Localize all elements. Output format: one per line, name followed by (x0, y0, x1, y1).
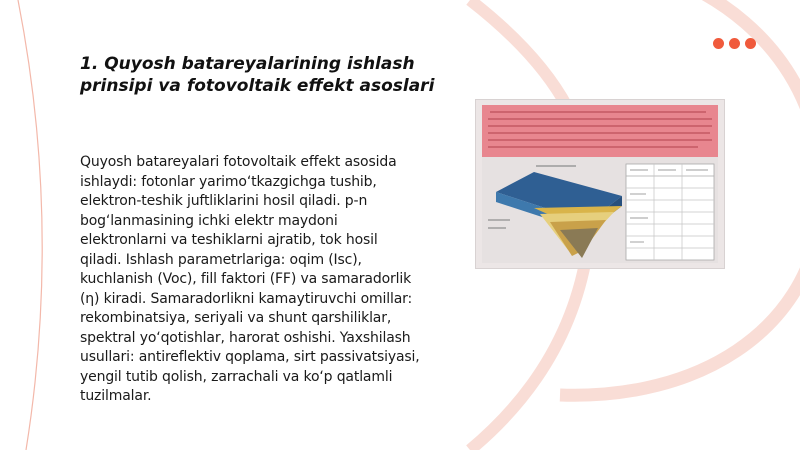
dot (713, 38, 724, 49)
figure-table (626, 164, 714, 260)
solar-cell-figure (476, 100, 724, 268)
solar-cell-illustration (476, 100, 724, 268)
dot (745, 38, 756, 49)
slide-title: 1. Quyosh batareyalarining ishlash prinsipi va fotovoltaik effekt asoslari (80, 54, 435, 96)
left-arc-line (18, 0, 42, 450)
dot (729, 38, 740, 49)
three-dots-icon (713, 38, 757, 50)
slide-body-text: Quyosh batareyalari fotovoltaik effekt asosida ishlaydi: fotonlar yarimo‘tkazgichga tushib, elektron-teshik juftliklarini hosil qiladi. p-n bog‘lanmasining ichki elektr maydoni elektronlarni va teshiklarni ajratib, tok hosil qiladi. Ishlash parametrlariga: oqim (Isc), kuchlanish (Voc), fill faktori (FF) va samaradorlik (η) kiradi. Samaradorlikni kamaytiruvchi omillar: rekombinatsiya, seriyali va shunt qarshiliklar, spektral yo‘qotishlar, harorat oshishi. Yaxshilash usullari: antireflektiv qoplama, sirt passivatsiyasi, yengil tutib qolish, zarrachali va ko‘p qatlamli tuzilmalar. (80, 154, 420, 404)
figure-header-band (482, 105, 718, 157)
